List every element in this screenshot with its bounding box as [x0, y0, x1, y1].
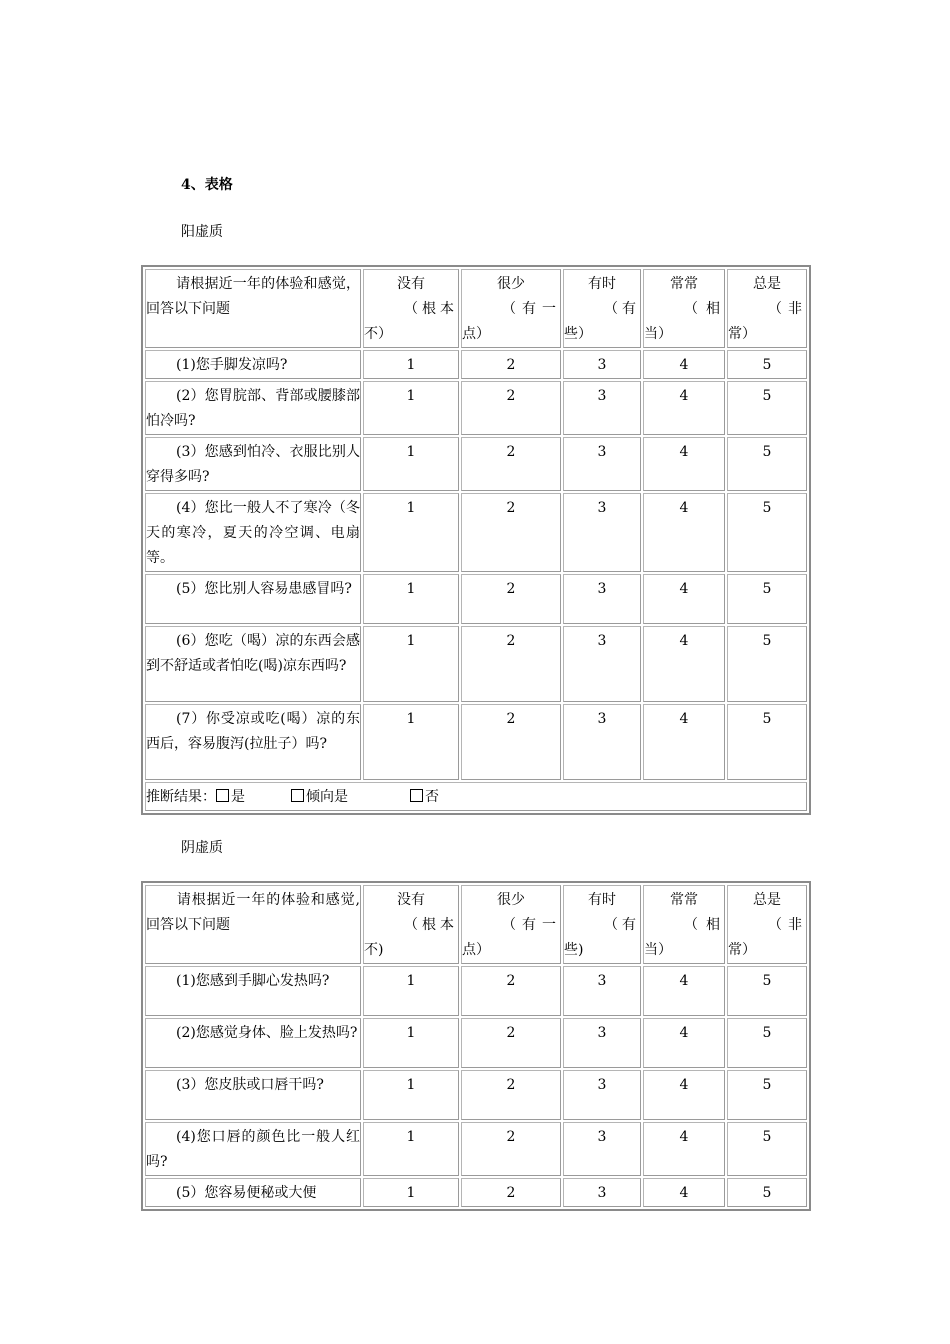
table-row — [145, 437, 807, 491]
score-cell[interactable]: 2 — [461, 966, 561, 1016]
question-text: (6）您吃（喝）凉的东西会感到不舒适或者怕吃(喝)凉东西吗? — [146, 633, 360, 674]
header-option-cell — [363, 885, 459, 964]
question-text: (5）您比别人容易患感冒吗? — [176, 581, 352, 597]
score-cell[interactable]: 1 — [363, 350, 459, 379]
header-question-cell — [145, 269, 361, 348]
question-cell — [145, 350, 361, 379]
score-cell[interactable]: 4 — [643, 1122, 725, 1176]
score-cell[interactable]: 4 — [643, 574, 725, 624]
result-label: 推断结果： — [146, 789, 216, 805]
score-cell[interactable]: 2 — [461, 1122, 561, 1176]
result-option-opt3: 否 — [425, 789, 439, 805]
question-cell — [145, 704, 361, 780]
score-cell[interactable]: 3 — [563, 437, 641, 491]
table-header-row — [145, 885, 807, 964]
question-text: (2）您胃脘部、背部或腰膝部怕冷吗? — [146, 388, 360, 429]
score-cell[interactable]: 4 — [643, 493, 725, 572]
score-cell[interactable]: 1 — [363, 1178, 459, 1207]
score-cell[interactable]: 1 — [363, 437, 459, 491]
question-cell — [145, 1070, 361, 1120]
yin-xu-table — [141, 881, 811, 1211]
yin-table-wrapper — [141, 881, 809, 1211]
question-text: (4）您比一般人不了寒冷（冬天的寒冷，夏天的冷空调、电扇等。 — [146, 500, 360, 566]
question-text: (5）您容易便秘或大便 — [176, 1185, 317, 1201]
score-cell[interactable]: 3 — [563, 1122, 641, 1176]
question-text: (1)您手脚发凉吗? — [176, 357, 288, 373]
score-cell[interactable]: 3 — [563, 966, 641, 1016]
question-cell — [145, 626, 361, 702]
score-cell[interactable]: 3 — [563, 574, 641, 624]
table-row — [145, 704, 807, 780]
header-option-l3: 不） — [364, 326, 392, 342]
header-option-l2: （根本 — [404, 917, 454, 933]
header-option-l2: （非 — [768, 301, 802, 317]
header-option-cell — [461, 269, 561, 348]
score-cell[interactable]: 1 — [363, 493, 459, 572]
score-cell[interactable]: 3 — [563, 381, 641, 435]
score-cell[interactable]: 4 — [643, 704, 725, 780]
score-cell[interactable]: 1 — [363, 626, 459, 702]
header-option-l1: 有时 — [588, 276, 616, 292]
header-option-l1: 总是 — [753, 892, 781, 908]
score-cell[interactable]: 1 — [363, 574, 459, 624]
yang-xu-table — [141, 265, 811, 815]
header-option-l3: 点） — [462, 942, 490, 958]
header-option-l1: 总是 — [753, 276, 781, 292]
score-cell[interactable]: 2 — [461, 626, 561, 702]
score-cell[interactable]: 5 — [727, 704, 807, 780]
question-text: (7）你受凉或吃(喝）凉的东西后，容易腹泻(拉肚子）吗? — [146, 711, 360, 752]
header-option-l3: 常） — [728, 942, 756, 958]
question-cell — [145, 381, 361, 435]
score-cell[interactable]: 5 — [727, 1122, 807, 1176]
question-text: (2)您感觉身体、脸上发热吗? — [176, 1025, 358, 1041]
header-option-cell — [727, 885, 807, 964]
result-checkbox[interactable] — [291, 789, 304, 802]
score-cell[interactable]: 2 — [461, 350, 561, 379]
result-cell — [145, 782, 807, 811]
header-option-cell — [643, 269, 725, 348]
section-heading: 4、表格 — [181, 177, 233, 193]
score-cell[interactable]: 4 — [643, 966, 725, 1016]
score-cell[interactable]: 3 — [563, 350, 641, 379]
question-text: (4)您口唇的颜色比一般人红吗? — [146, 1129, 360, 1170]
table-header-row — [145, 269, 807, 348]
score-cell[interactable]: 4 — [643, 1070, 725, 1120]
table-row — [145, 626, 807, 702]
header-option-l1: 很少 — [497, 892, 525, 908]
table-row — [145, 493, 807, 572]
score-cell[interactable]: 5 — [727, 1178, 807, 1207]
header-question-cell — [145, 885, 361, 964]
table-row — [145, 1122, 807, 1176]
score-cell[interactable]: 2 — [461, 1070, 561, 1120]
question-cell — [145, 1122, 361, 1176]
score-cell[interactable]: 4 — [643, 626, 725, 702]
question-cell — [145, 574, 361, 624]
header-option-l3: 当） — [644, 326, 672, 342]
header-option-l1: 有时 — [588, 892, 616, 908]
header-option-l2: （有 — [604, 301, 636, 317]
table-row — [145, 1178, 807, 1207]
header-question-text: 请根据近一年的体验和感觉,回答以下问题 — [146, 892, 360, 933]
table-row — [145, 574, 807, 624]
question-cell — [145, 1018, 361, 1068]
score-cell[interactable]: 2 — [461, 381, 561, 435]
question-text: (3）您皮肤或口唇干吗? — [176, 1077, 324, 1093]
question-cell — [145, 437, 361, 491]
header-option-cell — [643, 885, 725, 964]
result-checkbox[interactable] — [216, 789, 229, 802]
score-cell[interactable]: 1 — [363, 1018, 459, 1068]
score-cell[interactable]: 1 — [363, 381, 459, 435]
score-cell[interactable]: 2 — [461, 1018, 561, 1068]
header-option-l1: 常常 — [670, 892, 698, 908]
header-option-l3: 些) — [564, 942, 584, 958]
score-cell[interactable]: 3 — [563, 493, 641, 572]
table-row — [145, 350, 807, 379]
score-cell[interactable]: 2 — [461, 493, 561, 572]
score-cell[interactable]: 4 — [643, 1178, 725, 1207]
header-option-l1: 很少 — [497, 276, 525, 292]
score-cell[interactable]: 4 — [643, 350, 725, 379]
table-row — [145, 1070, 807, 1120]
header-option-l2: （非 — [768, 917, 802, 933]
score-cell[interactable]: 5 — [727, 1018, 807, 1068]
header-option-cell — [563, 269, 641, 348]
question-cell — [145, 1178, 361, 1207]
score-cell[interactable]: 1 — [363, 966, 459, 1016]
score-cell[interactable]: 5 — [727, 381, 807, 435]
score-cell[interactable]: 3 — [563, 1018, 641, 1068]
score-cell[interactable]: 4 — [643, 437, 725, 491]
header-option-cell — [363, 269, 459, 348]
score-cell[interactable]: 2 — [461, 1178, 561, 1207]
result-option-opt1: 是 — [231, 789, 245, 805]
score-cell[interactable]: 1 — [363, 1122, 459, 1176]
yang-table-wrapper — [141, 265, 809, 815]
header-question-text: 请根据近一年的体验和感觉，回答以下问题 — [146, 276, 360, 317]
score-cell[interactable]: 4 — [643, 381, 725, 435]
score-cell[interactable]: 2 — [461, 704, 561, 780]
header-option-l3: 当） — [644, 942, 672, 958]
table-row — [145, 381, 807, 435]
result-option-opt2: 倾向是 — [306, 789, 348, 805]
result-row — [145, 782, 807, 811]
question-text: (3）您感到怕冷、衣服比别人穿得多吗? — [146, 444, 360, 485]
score-cell[interactable]: 5 — [727, 626, 807, 702]
score-cell[interactable]: 1 — [363, 704, 459, 780]
score-cell[interactable]: 5 — [727, 350, 807, 379]
score-cell[interactable]: 2 — [461, 437, 561, 491]
table-row — [145, 1018, 807, 1068]
score-cell[interactable]: 3 — [563, 704, 641, 780]
header-option-l2: （相 — [684, 917, 720, 933]
score-cell[interactable]: 5 — [727, 574, 807, 624]
question-text: (1)您感到手脚心发热吗? — [176, 973, 330, 989]
question-cell — [145, 493, 361, 572]
header-option-cell — [461, 885, 561, 964]
result-checkbox[interactable] — [410, 789, 423, 802]
score-cell[interactable]: 5 — [727, 1070, 807, 1120]
section-title-yang: 阳虚质 — [181, 224, 223, 240]
header-option-l2: （有一 — [502, 917, 556, 933]
section-title-yin: 阴虚质 — [181, 840, 223, 856]
header-option-l2: （有 — [604, 917, 636, 933]
header-option-l1: 没有 — [397, 892, 425, 908]
score-cell[interactable]: 5 — [727, 493, 807, 572]
score-cell[interactable]: 5 — [727, 437, 807, 491]
header-option-l2: （有一 — [502, 301, 556, 317]
score-cell[interactable]: 4 — [643, 1018, 725, 1068]
header-option-l1: 常常 — [670, 276, 698, 292]
header-option-cell — [563, 885, 641, 964]
score-cell[interactable]: 3 — [563, 1178, 641, 1207]
score-cell[interactable]: 5 — [727, 966, 807, 1016]
header-option-l3: 常） — [728, 326, 756, 342]
score-cell[interactable]: 1 — [363, 1070, 459, 1120]
score-cell[interactable]: 2 — [461, 574, 561, 624]
header-option-l3: 点） — [462, 326, 490, 342]
header-option-l1: 没有 — [397, 276, 425, 292]
score-cell[interactable]: 3 — [563, 626, 641, 702]
header-option-l2: （相 — [684, 301, 720, 317]
header-option-l3: 不) — [364, 942, 384, 958]
score-cell[interactable]: 3 — [563, 1070, 641, 1120]
header-option-l3: 些） — [564, 326, 592, 342]
table-row — [145, 966, 807, 1016]
header-option-cell — [727, 269, 807, 348]
header-option-l2: （根本 — [404, 301, 454, 317]
question-cell — [145, 966, 361, 1016]
